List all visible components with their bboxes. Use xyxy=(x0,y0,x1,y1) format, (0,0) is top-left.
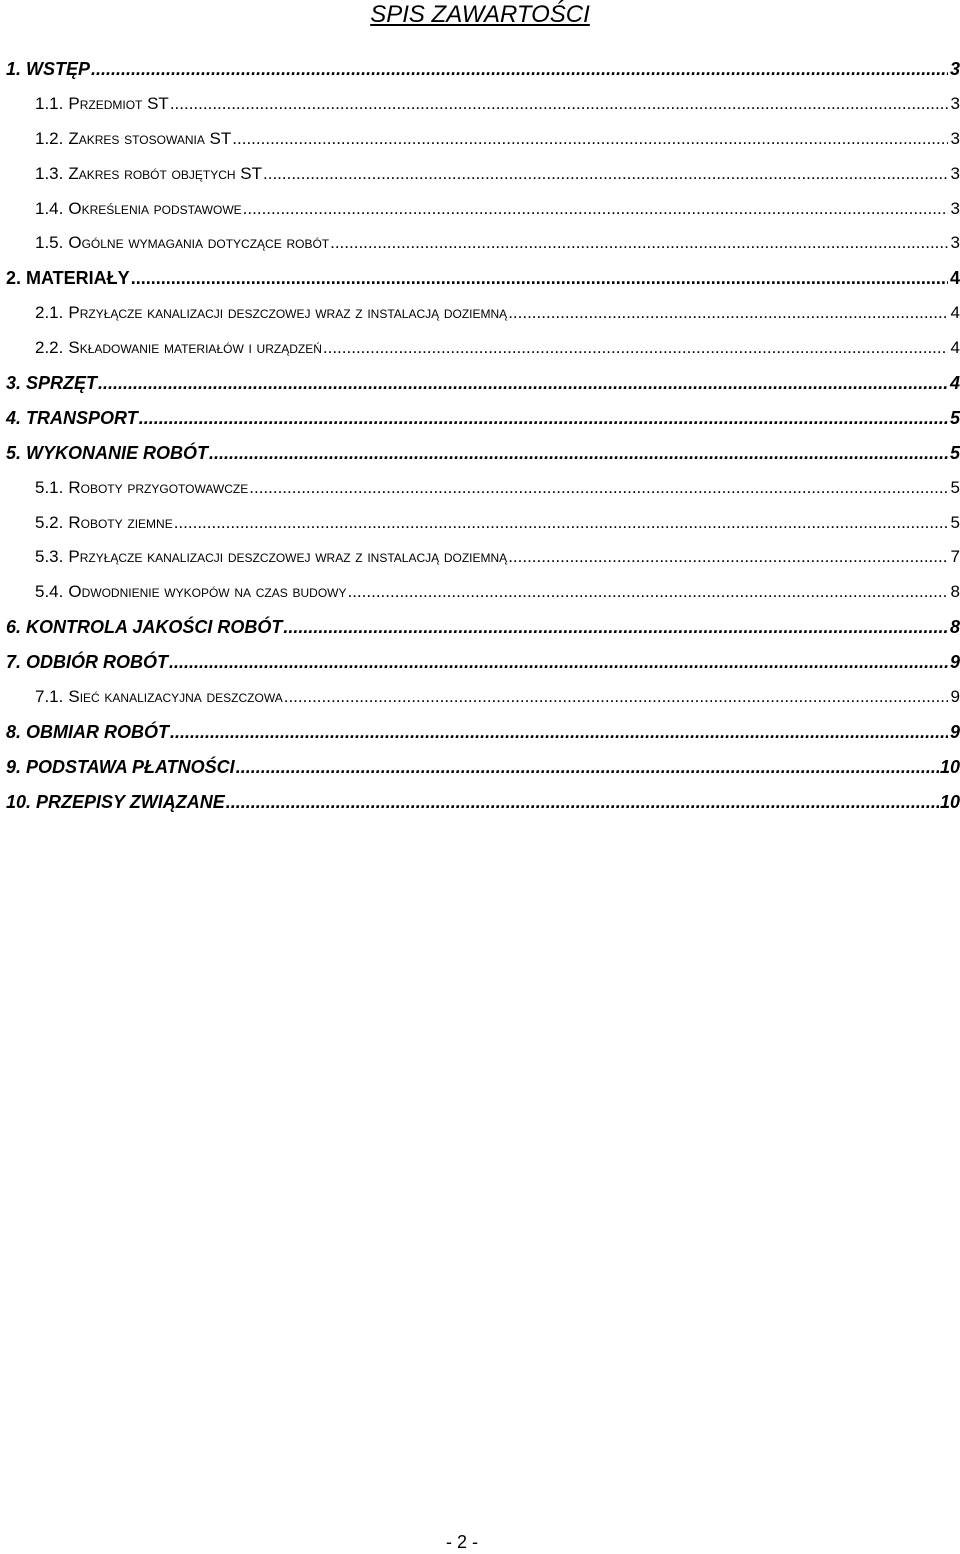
toc-entry-page: 10 xyxy=(939,791,960,812)
toc-dot-leader xyxy=(170,715,948,750)
toc-section-entry[interactable] xyxy=(6,540,960,575)
toc-entry-title: Składowanie materiałów i urządzeń xyxy=(68,338,322,358)
toc-entry-page: 3 xyxy=(950,93,960,113)
toc-entry-title: MATERIAŁY xyxy=(26,268,130,289)
toc-dot-leader xyxy=(131,261,948,296)
toc-dot-leader xyxy=(347,575,948,610)
toc-entry-page: 4 xyxy=(950,338,960,358)
toc-section-entry[interactable] xyxy=(6,296,960,331)
toc-dot-leader xyxy=(174,506,948,541)
toc-dot-leader xyxy=(263,157,948,192)
toc-entry-number: 10. xyxy=(6,791,32,812)
toc-entry-page: 5 xyxy=(950,477,960,497)
toc-entry-page: 3 xyxy=(950,128,960,148)
toc-entry-page: 3 xyxy=(949,59,960,79)
toc-section-entry[interactable] xyxy=(6,122,960,157)
toc-chapter-entry[interactable] xyxy=(6,401,960,436)
page-number: - 2 - xyxy=(445,1532,478,1552)
toc-section-entry[interactable] xyxy=(6,575,960,610)
toc-dot-leader xyxy=(139,401,948,436)
toc-entry-title: Przyłącze kanalizacji deszczowej wraz z instalacją doziemną xyxy=(68,547,508,567)
toc-section-entry[interactable] xyxy=(6,157,960,192)
toc-entry-number: 5.4. xyxy=(35,582,64,602)
toc-entry-number: 5.1. xyxy=(35,477,64,497)
toc-entry-number: 9. xyxy=(6,756,22,777)
toc-entry-page: 4 xyxy=(950,303,960,323)
toc-entry-title: Ogólne wymagania dotyczące robót xyxy=(68,233,330,253)
toc-entry-page: 5 xyxy=(949,407,960,428)
toc-dot-leader xyxy=(284,680,948,715)
toc-entry-number: 4. xyxy=(6,407,22,428)
toc-chapter-entry[interactable] xyxy=(6,715,960,750)
toc-dot-leader xyxy=(232,122,948,157)
toc-dot-leader xyxy=(98,366,948,401)
table-of-contents xyxy=(6,52,960,820)
toc-entry-number: 1.2. xyxy=(35,128,64,148)
toc-entry-page: 4 xyxy=(949,268,960,289)
toc-entry-page: 3 xyxy=(950,198,960,218)
toc-entry-number: 2.2. xyxy=(35,338,64,358)
toc-chapter-entry[interactable] xyxy=(6,366,960,401)
toc-entry-number: 1.1. xyxy=(35,93,64,113)
toc-entry-title: PODSTAWA PŁATNOŚCI xyxy=(26,756,235,777)
toc-section-entry[interactable] xyxy=(6,226,960,261)
toc-chapter-entry[interactable] xyxy=(6,52,960,87)
toc-chapter-entry[interactable] xyxy=(6,610,960,645)
page-title: SPIS ZAWARTOŚCI xyxy=(370,1,590,28)
toc-entry-page: 8 xyxy=(950,582,960,602)
toc-dot-leader xyxy=(170,87,948,122)
toc-entry-title: Roboty ziemne xyxy=(68,512,173,532)
toc-entry-title: KONTROLA JAKOŚCI ROBÓT xyxy=(26,617,283,638)
toc-entry-page: 8 xyxy=(949,617,960,638)
toc-entry-title: Odwodnienie wykopów na czas budowy xyxy=(68,582,347,602)
toc-entry-page: 3 xyxy=(950,233,960,253)
toc-dot-leader xyxy=(323,331,948,366)
toc-entry-number: 6. xyxy=(6,617,22,638)
toc-entry-number: 1.3. xyxy=(35,163,64,183)
toc-entry-number: 7. xyxy=(6,652,22,673)
toc-entry-number: 3. xyxy=(6,373,22,394)
toc-entry-title: Określenia podstawowe xyxy=(68,198,242,218)
toc-entry-title: Zakres robót objętych ST xyxy=(68,163,262,183)
toc-entry-title: Zakres stosowania ST xyxy=(68,128,232,148)
toc-section-entry[interactable] xyxy=(6,471,960,506)
toc-entry-page: 5 xyxy=(949,442,960,463)
toc-dot-leader xyxy=(169,645,948,680)
toc-section-entry[interactable] xyxy=(6,506,960,541)
toc-entry-number: 5.3. xyxy=(35,547,64,567)
toc-entry-page: 4 xyxy=(949,373,960,394)
toc-entry-title: ODBIÓR ROBÓT xyxy=(26,652,169,673)
toc-entry-title: SPRZĘT xyxy=(26,373,98,394)
toc-dot-leader xyxy=(236,750,939,785)
toc-entry-title: Przyłącze kanalizacji deszczowej wraz z instalacją doziemną xyxy=(68,303,508,323)
toc-section-entry[interactable] xyxy=(6,87,960,122)
toc-entry-number: 2. xyxy=(6,268,22,289)
toc-chapter-entry[interactable] xyxy=(6,645,960,680)
toc-entry-title: WYKONANIE ROBÓT xyxy=(26,442,209,463)
toc-entry-title: PRZEPISY ZWIĄZANE xyxy=(36,791,225,812)
toc-dot-leader xyxy=(508,296,948,331)
toc-entry-number: 1.5. xyxy=(35,233,64,253)
toc-entry-number: 1. xyxy=(6,59,22,79)
toc-chapter-entry[interactable] xyxy=(6,785,960,820)
toc-entry-page: 9 xyxy=(949,652,960,673)
toc-chapter-entry[interactable] xyxy=(6,750,960,785)
toc-entry-page: 9 xyxy=(950,687,960,707)
toc-entry-title: OBMIAR ROBÓT xyxy=(26,721,170,742)
toc-entry-number: 8. xyxy=(6,721,22,742)
toc-entry-number: 5. xyxy=(6,442,22,463)
toc-entry-page: 3 xyxy=(950,163,960,183)
toc-entry-number: 1.4. xyxy=(35,198,64,218)
toc-dot-leader xyxy=(243,192,948,227)
toc-dot-leader xyxy=(249,471,948,506)
toc-entry-title: TRANSPORT xyxy=(26,407,138,428)
toc-dot-leader xyxy=(330,226,948,261)
toc-dot-leader xyxy=(226,785,939,820)
toc-section-entry[interactable] xyxy=(6,331,960,366)
toc-section-entry[interactable] xyxy=(6,192,960,227)
toc-entry-title: Sieć kanalizacyjna deszczowa xyxy=(68,687,283,707)
toc-entry-page: 5 xyxy=(950,512,960,532)
toc-entry-number: 7.1. xyxy=(35,687,64,707)
toc-dot-leader xyxy=(209,436,948,471)
toc-dot-leader xyxy=(283,610,948,645)
toc-entry-page: 10 xyxy=(939,756,960,777)
toc-dot-leader xyxy=(91,52,948,87)
toc-chapter-entry[interactable] xyxy=(6,436,960,471)
toc-entry-page: 7 xyxy=(950,547,960,567)
toc-entry-number: 5.2. xyxy=(35,512,64,532)
toc-entry-title: WSTĘP xyxy=(26,59,91,79)
toc-dot-leader xyxy=(508,540,948,575)
toc-entry-page: 9 xyxy=(949,721,960,742)
toc-entry-number: 2.1. xyxy=(35,303,64,323)
toc-chapter-entry[interactable] xyxy=(6,261,960,296)
toc-entry-title: Roboty przygotowawcze xyxy=(68,477,249,497)
toc-section-entry[interactable] xyxy=(6,680,960,715)
toc-entry-title: Przedmiot ST xyxy=(68,93,169,113)
